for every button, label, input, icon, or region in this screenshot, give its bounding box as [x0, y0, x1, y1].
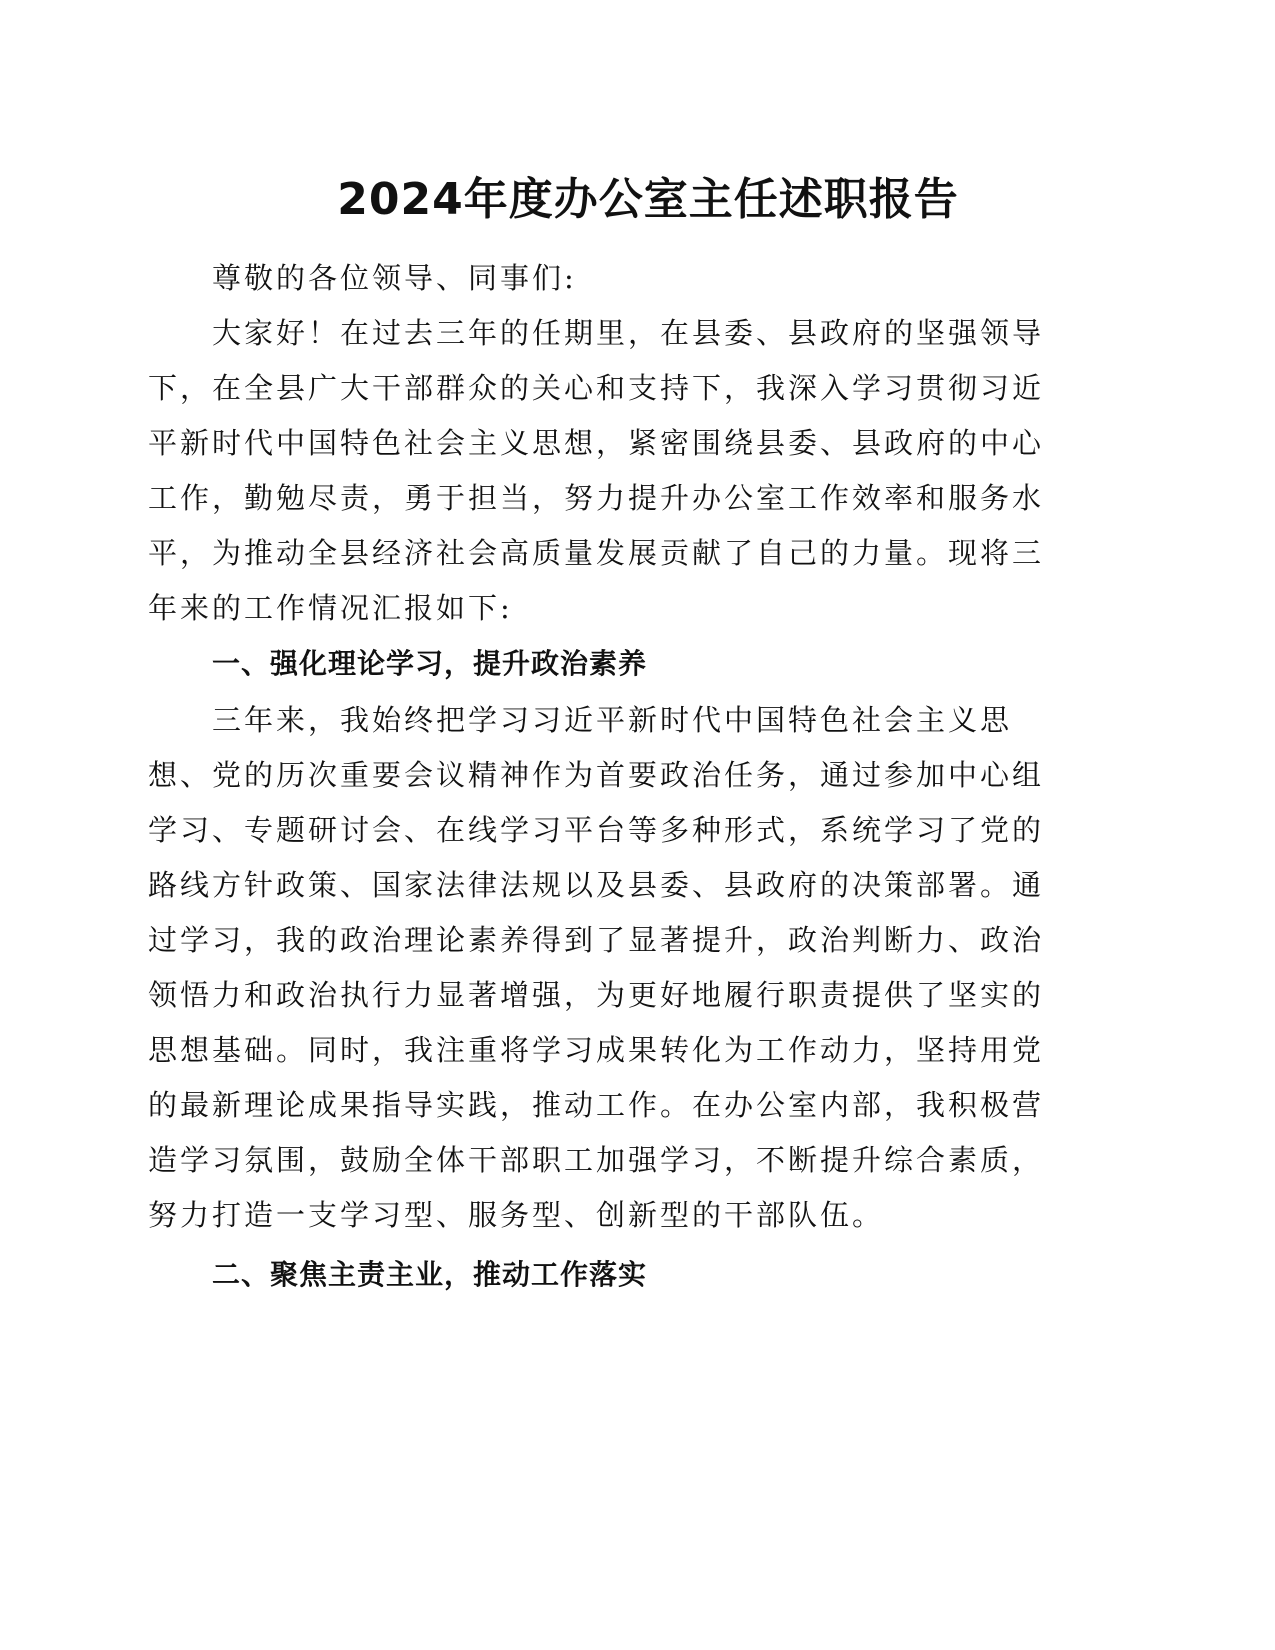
section-heading-1: 一、强化理论学习，提升政治素养 — [212, 647, 648, 680]
section-1-line: 的最新理论成果指导实践，推动工作。在办公室内部，我积极营 — [148, 1088, 1045, 1122]
intro-line: 年来的工作情况汇报如下: — [148, 591, 513, 625]
section-1-line: 想、党的历次重要会议精神作为首要政治任务，通过参加中心组 — [148, 758, 1045, 792]
section-1-line: 领悟力和政治执行力显著增强，为更好地履行职责提供了坚实的 — [148, 978, 1045, 1012]
intro-line: 平新时代中国特色社会主义思想，紧密围绕县委、县政府的中心 — [148, 426, 1045, 460]
document-title: 2024年度办公室主任述职报告 — [337, 174, 959, 225]
section-1-line: 学习、专题研讨会、在线学习平台等多种形式，系统学习了党的 — [148, 813, 1045, 847]
section-1-line: 路线方针政策、国家法律法规以及县委、县政府的决策部署。通 — [148, 868, 1045, 902]
intro-line: 工作，勤勉尽责，勇于担当，努力提升办公室工作效率和服务水 — [148, 481, 1045, 515]
section-1-line: 思想基础。同时，我注重将学习成果转化为工作动力，坚持用党 — [148, 1033, 1045, 1067]
intro-line: 大家好！在过去三年的任期里，在县委、县政府的坚强领导 — [212, 316, 1045, 350]
section-1-line: 努力打造一支学习型、服务型、创新型的干部队伍。 — [148, 1198, 885, 1232]
document-page — [148, 0, 1228, 1650]
section-1-line: 造学习氛围，鼓励全体干部职工加强学习，不断提升综合素质， — [148, 1143, 1045, 1177]
section-1-line: 过学习，我的政治理论素养得到了显著提升，政治判断力、政治 — [148, 923, 1045, 957]
intro-line: 平，为推动全县经济社会高质量发展贡献了自己的力量。现将三 — [148, 536, 1045, 570]
salutation: 尊敬的各位领导、同事们: — [212, 261, 577, 295]
section-1-line: 三年来，我始终把学习习近平新时代中国特色社会主义思 — [212, 703, 1013, 737]
intro-line: 下，在全县广大干部群众的关心和支持下，我深入学习贯彻习近 — [148, 371, 1045, 405]
section-heading-2: 二、聚焦主责主业，推动工作落实 — [212, 1258, 648, 1291]
